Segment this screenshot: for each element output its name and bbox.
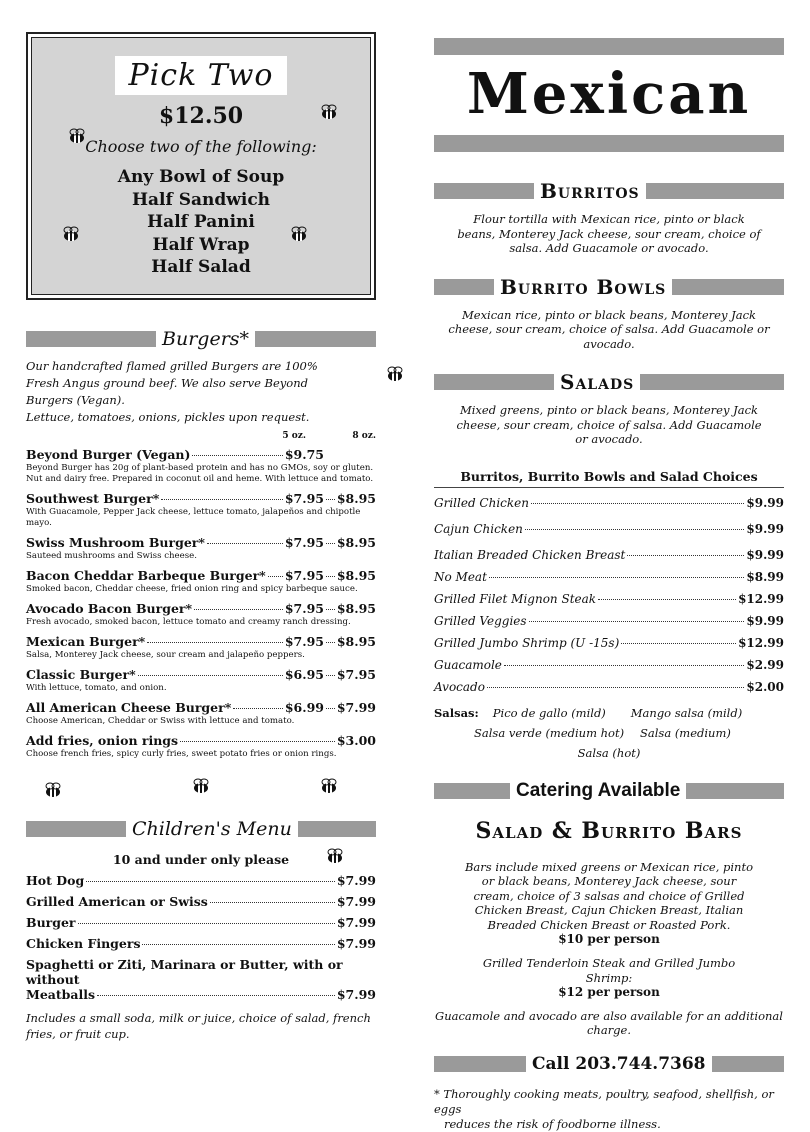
- salsa-item: Mango salsa (mild): [630, 705, 743, 720]
- salads-heading: Salads: [560, 370, 635, 394]
- burger-desc: With Guacamole, Pepper Jack cheese, lettuce tomato, jalapeños and chipotle mayo.: [26, 507, 361, 528]
- burritos-desc: Flour tortilla with Mexican rice, pinto or black beans, Monterey Jack cheese, sour cream, choice of salsa. Add Guacamole or avocado.: [457, 212, 761, 255]
- footnote-line: * Thoroughly cooking meats, poultry, seafood, shellfish, or eggs: [434, 1087, 774, 1116]
- salads-header: [434, 370, 784, 394]
- burger-price-8oz: $7.95: [336, 667, 376, 682]
- bee-icon: [190, 778, 212, 796]
- kids-item: [26, 957, 376, 1002]
- burger-price-8oz: $7.99: [336, 700, 376, 715]
- choice-price: $9.99: [746, 613, 784, 628]
- burger-name: Swiss Mushroom Burger*: [26, 535, 205, 550]
- choice-price: $9.99: [746, 495, 784, 510]
- burger-desc: Smoked bacon, Cheddar cheese, fried onion ring and spicy barbeque sauce.: [26, 584, 358, 594]
- burgers-intro-text: Our handcrafted flamed grilled Burgers are 100% Fresh Angus ground beef. We also serve Beyond Burgers (Vegan).: [26, 359, 318, 407]
- burger-item: [26, 568, 376, 595]
- kids-item-name: Burger: [26, 915, 76, 930]
- burgers-heading: Burgers*: [162, 328, 250, 350]
- size-8oz: 8 oz.: [352, 431, 376, 441]
- kids-item: [26, 873, 376, 888]
- burger-item: [26, 601, 376, 628]
- bee-icon: [324, 848, 346, 866]
- burritos-header: [434, 179, 784, 203]
- burger-item: [26, 733, 376, 760]
- bowls-header: [434, 274, 784, 299]
- salsas: [434, 706, 784, 760]
- choice-item: [434, 636, 784, 650]
- choice-name: Italian Breaded Chicken Breast: [434, 547, 626, 562]
- bars-title: Salad & Burrito Bars: [475, 817, 743, 844]
- burger-price-8oz: $8.95: [336, 535, 376, 550]
- burger-name: Avocado Bacon Burger*: [26, 601, 193, 616]
- kids-item: [26, 915, 376, 930]
- pick-two-title: Pick Two: [115, 56, 288, 95]
- salsa-item: Salsa (medium): [640, 725, 731, 740]
- burger-price-8oz: $8.95: [336, 634, 376, 649]
- burger-price-8oz: $8.95: [336, 491, 376, 506]
- burger-item: [26, 700, 376, 727]
- size-header: [26, 431, 376, 441]
- choice-name: Grilled Jumbo Shrimp (U -15s): [434, 635, 620, 650]
- salsas-label: Salsas:: [434, 705, 479, 720]
- kids-heading: Children's Menu: [132, 818, 292, 840]
- footnote-line: reduces the risk of foodborne illness.: [444, 1117, 661, 1131]
- pick-two-panel: [31, 37, 371, 295]
- pick-two-box: [26, 32, 376, 300]
- burritos-heading: Burritos: [540, 179, 640, 203]
- kids-item: [26, 894, 376, 909]
- kids-item-price: $7.99: [336, 915, 376, 930]
- kids-item-name: Hot Dog: [26, 873, 85, 888]
- burger-price-8oz: $3.00: [336, 733, 376, 748]
- catering-price-1: $10 per person: [558, 932, 660, 946]
- bowls-heading: Burrito Bowls: [500, 274, 667, 299]
- burger-price-5oz: $7.95: [284, 535, 324, 550]
- kids-list: [26, 873, 376, 1002]
- mexican-title: Mexican: [466, 61, 752, 127]
- burger-name: All American Cheese Burger*: [26, 700, 232, 715]
- burger-item: [26, 447, 376, 485]
- burger-price-5oz: $7.95: [284, 568, 324, 583]
- choice-name: Grilled Veggies: [434, 613, 527, 628]
- kids-header: [26, 820, 376, 838]
- burger-name: Southwest Burger*: [26, 491, 160, 506]
- burger-desc: Choose french fries, spicy curly fries, sweet potato fries or onion rings.: [26, 749, 337, 759]
- burger-list: [26, 447, 376, 760]
- burger-price-8oz: $8.95: [336, 601, 376, 616]
- bee-icon: [288, 226, 310, 244]
- choice-name: Grilled Filet Mignon Steak: [434, 591, 597, 606]
- bee-icon: [60, 226, 82, 244]
- kids-note: Includes a small soda, milk or juice, choice of salad, french fries, or fruit cup.: [26, 1011, 371, 1041]
- bee-icon: [318, 778, 340, 796]
- right-column: [434, 38, 784, 1132]
- kids-item-price: $7.99: [336, 873, 376, 888]
- burger-desc: With lettuce, tomato, and onion.: [26, 683, 167, 693]
- catering-desc-2: Grilled Tenderloin Steak and Grilled Jumbo Shrimp:: [482, 956, 736, 985]
- choice-price: $2.00: [746, 679, 784, 694]
- bee-divider: [26, 778, 376, 808]
- burger-item: [26, 535, 376, 562]
- choice-item: [434, 658, 784, 672]
- kids-item-name: Chicken Fingers: [26, 936, 141, 951]
- choice-price: $12.99: [738, 635, 784, 650]
- pick-two-list: [32, 166, 370, 279]
- choice-item: [434, 570, 784, 584]
- choice-item: [434, 680, 784, 694]
- choice-item: [434, 592, 784, 606]
- burger-item: [26, 491, 376, 529]
- left-column: [26, 32, 376, 1042]
- burger-price-5oz: $7.95: [284, 491, 324, 506]
- footnote: [434, 1087, 784, 1132]
- burger-name: Beyond Burger (Vegan): [26, 447, 191, 462]
- call-phone: Call 203.744.7368: [532, 1054, 706, 1074]
- pick-two-item: Half Panini: [147, 212, 255, 232]
- kids-item-name: Grilled American or Swiss: [26, 894, 208, 909]
- catering-price-2: $12 per person: [558, 985, 660, 999]
- choice-item: [434, 614, 784, 628]
- choice-name: Avocado: [434, 679, 485, 694]
- burger-price-8oz: $8.95: [336, 568, 376, 583]
- choice-price: $9.99: [746, 521, 784, 536]
- salsa-item: Salsa verde (medium hot): [474, 725, 625, 740]
- burger-price-5oz: $9.75: [284, 447, 324, 462]
- choices-heading: Burritos, Burrito Bowls and Salad Choices: [434, 469, 784, 488]
- kids-item-name: Spaghetti or Ziti, Marinara or Butter, with or without: [26, 957, 343, 987]
- choice-name: Cajun Chicken: [434, 521, 523, 536]
- kids-subtitle-text: 10 and under only please: [112, 852, 290, 867]
- title-bar-top: [434, 38, 784, 55]
- kids-item-price: $7.99: [336, 936, 376, 951]
- choice-name: Guacamole: [434, 657, 502, 672]
- pick-two-item: Half Sandwich: [131, 189, 271, 210]
- choice-price: $8.99: [746, 569, 784, 584]
- bee-icon: [384, 366, 406, 384]
- burger-desc: Beyond Burger has 20g of plant-based protein and has no GMOs, soy or gluten. Nut and dairy free. Prepared in coconut oil and heme. With lettuce and tomato.: [26, 463, 374, 484]
- bee-icon: [66, 128, 88, 146]
- burger-price-5oz: $7.95: [284, 634, 324, 649]
- pick-two-subtitle: Choose two of the following:: [85, 137, 317, 156]
- burgers-header: [26, 330, 376, 348]
- size-5oz: 5 oz.: [282, 431, 306, 441]
- kids-item-price: $7.99: [336, 894, 376, 909]
- salsa-item: Pico de gallo (mild): [492, 705, 606, 720]
- burger-name: Add fries, onion rings: [26, 733, 179, 748]
- bee-icon: [42, 782, 64, 800]
- salads-desc: Mixed greens, pinto or black beans, Monterey Jack cheese, sour cream, choice of salsa. Add Guacamole or avocado.: [456, 403, 762, 446]
- pick-two-item: Half Salad: [151, 257, 251, 277]
- kids-subtitle: [26, 852, 376, 867]
- burger-item: [26, 667, 376, 694]
- burgers-intro: [26, 358, 376, 426]
- choice-item: [434, 522, 784, 536]
- catering-heading: Catering Available: [516, 779, 681, 801]
- burger-price-5oz: $6.95: [284, 667, 324, 682]
- pick-two-price: $12.50: [158, 103, 244, 129]
- choice-name: Grilled Chicken: [434, 495, 530, 510]
- bee-icon: [318, 104, 340, 122]
- kids-item-price: $7.99: [336, 987, 376, 1002]
- burger-price-5oz: $7.95: [284, 601, 324, 616]
- burger-desc: Sauteed mushrooms and Swiss cheese.: [26, 551, 197, 561]
- pick-two-item: Half Wrap: [152, 234, 250, 255]
- choice-name: No Meat: [434, 569, 487, 584]
- kids-item: [26, 936, 376, 951]
- catering-note: Guacamole and avocado are also available for an additional charge.: [435, 1009, 783, 1037]
- catering-desc: Bars include mixed greens or Mexican rice, pinto or black beans, Monterey Jack cheese, sour cream, choice of 3 salsas and choice of Grilled Chicken Breast, Cajun Chicken Breast, Italian Breaded Chicken Breast or Roasted Pork.: [464, 859, 754, 932]
- burgers-intro-note: Lettuce, tomatoes, onions, pickles upon request.: [26, 410, 310, 424]
- choice-price: $9.99: [746, 547, 784, 562]
- pick-two-item: Any Bowl of Soup: [117, 167, 285, 187]
- burger-name: Bacon Cheddar Barbeque Burger*: [26, 568, 266, 583]
- burger-item: [26, 634, 376, 661]
- burger-desc: Choose American, Cheddar or Swiss with lettuce and tomato.: [26, 716, 295, 726]
- call-header: [434, 1055, 784, 1073]
- burger-price-5oz: $6.99: [284, 700, 324, 715]
- burger-desc: Salsa, Monterey Jack cheese, sour cream and jalapeño peppers.: [26, 650, 305, 660]
- choice-item: [434, 548, 784, 562]
- choice-price: $12.99: [738, 591, 784, 606]
- title-bar-bottom: [434, 135, 784, 152]
- choice-list: [434, 496, 784, 694]
- catering-header: [434, 779, 784, 801]
- choice-item: [434, 496, 784, 510]
- burger-name: Classic Burger*: [26, 667, 136, 682]
- burger-desc: Fresh avocado, smoked bacon, lettuce tomato and creamy ranch dressing.: [26, 617, 351, 627]
- choice-price: $2.99: [746, 657, 784, 672]
- salsa-item: Salsa (hot): [577, 745, 641, 760]
- kids-item-name-cont: Meatballs: [26, 987, 96, 1002]
- bowls-desc: Mexican rice, pinto or black beans, Monterey Jack cheese, sour cream, choice of salsa. Add Guacamole or avocado.: [448, 307, 770, 351]
- burger-name: Mexican Burger*: [26, 634, 146, 649]
